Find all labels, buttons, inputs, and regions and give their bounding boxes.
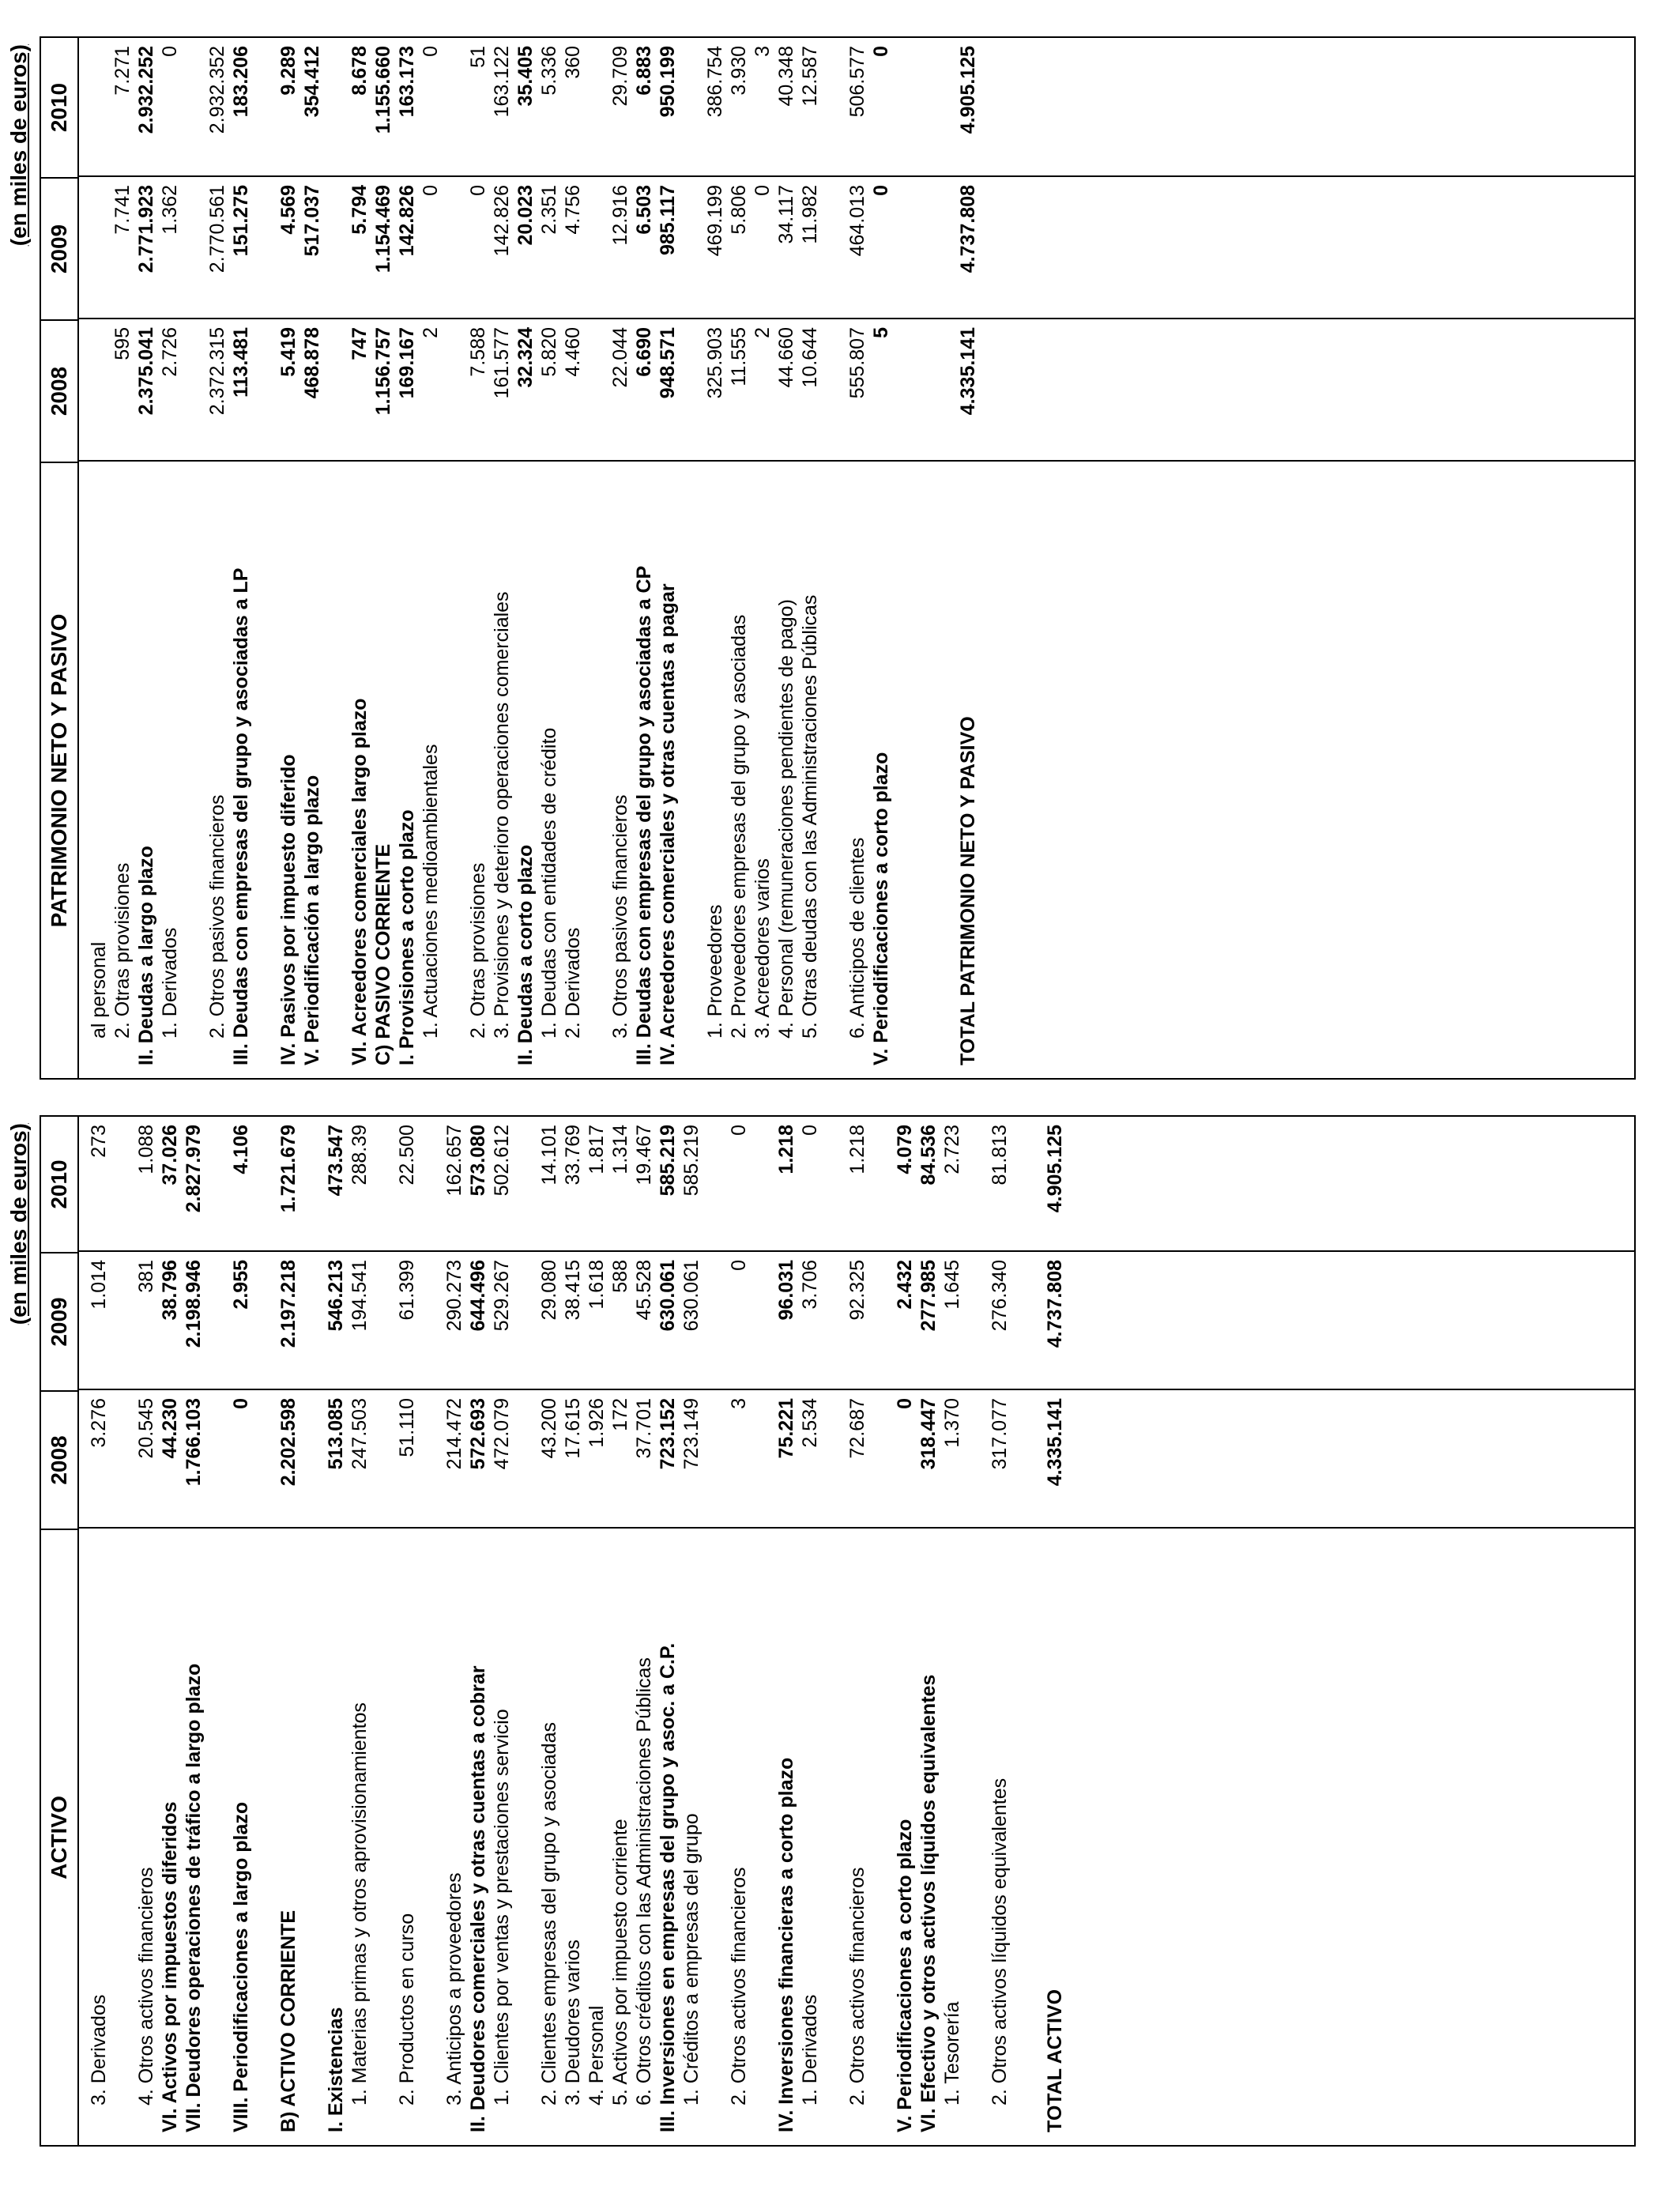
activo-table-row bbox=[1043, 1117, 1067, 2145]
pasivo-row-value-2008: 2.375.041 bbox=[135, 327, 157, 416]
pasivo-row-label: 2. Otras provisiones bbox=[111, 862, 134, 1039]
pasivo-header-2009: 2009 bbox=[41, 177, 77, 319]
activo-row-value-2008: 0 bbox=[894, 1398, 916, 1409]
activo-row-value-2010: 502.612 bbox=[491, 1125, 513, 1197]
pasivo-table-row bbox=[608, 38, 632, 1078]
pasivo-row-value-2008: 22.044 bbox=[609, 327, 631, 388]
pasivo-row-value-2009: 469.199 bbox=[704, 185, 726, 257]
pasivo-row-value-2009: 12.916 bbox=[609, 185, 631, 246]
pasivo-header-label: PATRIMONIO NETO Y PASIVO bbox=[41, 462, 77, 1078]
pasivo-row-value-2009: 5.794 bbox=[348, 185, 371, 235]
pasivo-row-label: 3. Provisiones y deterioro operaciones comerciales bbox=[491, 591, 513, 1039]
pasivo-header-2008: 2008 bbox=[41, 319, 77, 462]
pasivo-row-label: III. Deudas con empresas del grupo y asociadas a CP bbox=[633, 565, 655, 1065]
pasivo-row-value-2010: 5.336 bbox=[538, 46, 560, 96]
pasivo-table-row bbox=[632, 38, 656, 1078]
pasivo-row-value-2008: 747 bbox=[348, 327, 371, 360]
pasivo-row-value-2009: 151.275 bbox=[230, 185, 252, 257]
activo-table-row bbox=[846, 1117, 869, 2145]
pasivo-row-value-2009: 2.351 bbox=[538, 185, 560, 235]
activo-row-value-2010: 84.536 bbox=[917, 1125, 940, 1186]
activo-row-value-2009: 3.706 bbox=[799, 1260, 821, 1310]
pasivo-row-label: 2. Proveedores empresas del grupo y asociadas bbox=[728, 614, 750, 1039]
pasivo-row-value-2010: 506.577 bbox=[846, 46, 868, 118]
pasivo-row-value-2010: 163.173 bbox=[396, 46, 418, 118]
activo-row-value-2008: 72.687 bbox=[846, 1398, 868, 1459]
pasivo-row-value-2009: 11.982 bbox=[799, 185, 821, 244]
activo-row-value-2008: 3.276 bbox=[88, 1398, 110, 1448]
activo-row-label: I. Existencias bbox=[325, 2007, 347, 2132]
activo-table-row bbox=[774, 1117, 798, 2145]
activo-row-value-2009: 1.618 bbox=[586, 1260, 608, 1310]
pasivo-row-value-2008: 5.419 bbox=[277, 327, 299, 377]
activo-table-row bbox=[87, 1117, 111, 2145]
pasivo-row-label: 3. Otros pasivos financieros bbox=[609, 794, 631, 1039]
activo-row-value-2008: 2.534 bbox=[799, 1398, 821, 1448]
pasivo-row-value-2010 bbox=[87, 38, 111, 177]
pasivo-row-value-2009: 142.826 bbox=[491, 185, 513, 257]
pasivo-table-row bbox=[371, 38, 395, 1078]
activo-table-row bbox=[490, 1117, 514, 2145]
pasivo-row-value-2008: 2 bbox=[420, 327, 442, 338]
activo-row-value-2009: 546.213 bbox=[325, 1260, 347, 1332]
pasivo-table-row bbox=[205, 38, 229, 1078]
activo-row-value-2009: 381 bbox=[135, 1260, 157, 1293]
pasivo-row-label: 4. Personal (remuneraciones pendientes de pago) bbox=[775, 599, 797, 1039]
activo-row-value-2008: 513.085 bbox=[325, 1398, 347, 1470]
activo-row-value-2010: 2.827.979 bbox=[183, 1125, 205, 1213]
pasivo-table-row bbox=[774, 38, 798, 1078]
activo-row-value-2009: 2.432 bbox=[894, 1260, 916, 1310]
activo-row-value-2010: 81.813 bbox=[989, 1125, 1011, 1186]
pasivo-row-value-2008: 468.878 bbox=[301, 327, 323, 399]
activo-header-2008: 2008 bbox=[41, 1390, 77, 1529]
activo-row-value-2010: 0 bbox=[799, 1125, 821, 1136]
activo-row-value-2008: 1.370 bbox=[941, 1398, 963, 1448]
activo-table-row bbox=[656, 1117, 680, 2145]
pasivo-row-label: IV. Acreedores comerciales y otras cuentas a pagar bbox=[657, 583, 679, 1065]
pasivo-table-row bbox=[751, 38, 774, 1078]
pasivo-row-value-2010: 7.271 bbox=[111, 46, 134, 96]
activo-row-label: III. Inversiones en empresas del grupo y asoc. a C.P. bbox=[657, 1642, 679, 2132]
pasivo-row-value-2009: 20.023 bbox=[514, 185, 537, 246]
activo-row-label: 1. Clientes por ventas y prestaciones servicio bbox=[491, 1709, 513, 2105]
activo-table-row bbox=[348, 1117, 371, 2145]
activo-row-value-2009: 92.325 bbox=[846, 1260, 868, 1321]
activo-row-value-2009: 38.796 bbox=[159, 1260, 181, 1321]
activo-table-row bbox=[585, 1117, 608, 2145]
activo-table-row bbox=[443, 1117, 466, 2145]
activo-row-value-2009: 2.198.946 bbox=[183, 1260, 205, 1348]
activo-row-value-2009: 630.061 bbox=[680, 1260, 703, 1332]
activo-row-value-2010: 585.219 bbox=[680, 1125, 703, 1197]
pasivo-row-label: C) PASIVO CORRIENTE bbox=[372, 843, 394, 1065]
pasivo-table-row bbox=[561, 38, 585, 1078]
pasivo-row-value-2010: 9.289 bbox=[277, 46, 299, 96]
activo-row-value-2010: 1.817 bbox=[586, 1125, 608, 1174]
pasivo-row-label: al personal bbox=[88, 941, 110, 1039]
pasivo-row-value-2010: 3.930 bbox=[728, 46, 750, 96]
activo-header-2010: 2010 bbox=[47, 1159, 71, 1209]
activo-row-label: VII. Deudores operaciones de tráfico a largo plazo bbox=[183, 1663, 205, 2132]
activo-row-value-2008: 37.701 bbox=[633, 1398, 655, 1459]
activo-row-value-2009: 29.080 bbox=[538, 1260, 560, 1321]
pasivo-table-row bbox=[348, 38, 371, 1078]
pasivo-row-value-2009: 0 bbox=[870, 185, 892, 196]
activo-table-row bbox=[134, 1117, 158, 2145]
activo-row-value-2008: 247.503 bbox=[348, 1398, 371, 1470]
activo-row-label: 2. Otros activos financieros bbox=[846, 1867, 868, 2105]
pasivo-row-value-2008: 2 bbox=[751, 327, 774, 338]
activo-row-label: 2. Productos en curso bbox=[396, 1913, 418, 2105]
pasivo-row-value-2008: 6.690 bbox=[633, 327, 655, 377]
activo-row-value-2009: 0 bbox=[728, 1260, 750, 1271]
pasivo-row-label: 2. Otros pasivos financieros bbox=[206, 794, 228, 1039]
activo-row-value-2010: 2.723 bbox=[941, 1125, 963, 1174]
pasivo-row-value-2009: 2.771.923 bbox=[135, 185, 157, 273]
activo-row-label: 2. Otros activos financieros bbox=[728, 1867, 750, 2105]
activo-row-label: V. Periodificaciones a corto plazo bbox=[894, 1819, 916, 2132]
activo-row-value-2010: 33.769 bbox=[562, 1125, 584, 1186]
pasivo-row-value-2010: 4.905.125 bbox=[957, 46, 979, 134]
activo-row-value-2008: 472.079 bbox=[491, 1398, 513, 1470]
pasivo-row-value-2009: 1.154.469 bbox=[372, 185, 394, 273]
activo-row-value-2009: 96.031 bbox=[775, 1260, 797, 1321]
activo-row-value-2009: 276.340 bbox=[989, 1260, 1011, 1332]
pasivo-row-value-2009: 34.117 bbox=[775, 185, 797, 244]
pasivo-row-value-2008: 161.577 bbox=[491, 327, 513, 399]
activo-row-value-2010: 1.721.679 bbox=[277, 1125, 299, 1213]
activo-header-label: ACTIVO bbox=[41, 1529, 77, 2145]
pasivo-row-value-2008: 11.555 bbox=[728, 327, 750, 386]
pasivo-row-label: 1. Deudas con entidades de crédito bbox=[538, 727, 560, 1039]
pasivo-row-value-2010: 2.932.352 bbox=[206, 46, 228, 134]
activo-row-label: II. Deudores comerciales y otras cuentas a cobrar bbox=[467, 1665, 489, 2132]
activo-row-value-2009: 588 bbox=[609, 1260, 631, 1293]
pasivo-table-row bbox=[158, 38, 182, 1078]
activo-row-value-2009: 529.267 bbox=[491, 1260, 513, 1332]
activo-row-value-2008: 723.149 bbox=[680, 1398, 703, 1470]
activo-row-value-2010: 22.500 bbox=[396, 1125, 418, 1186]
pasivo-row-value-2010: 0 bbox=[420, 46, 442, 57]
activo-table-row bbox=[988, 1117, 1011, 2145]
activo-row-value-2009: 290.273 bbox=[443, 1260, 465, 1332]
pasivo-row-value-2008: 325.903 bbox=[704, 327, 726, 399]
activo-row-label: 2. Clientes empresas del grupo y asociadas bbox=[538, 1722, 560, 2105]
activo-row-value-2010: 1.218 bbox=[846, 1125, 868, 1174]
pasivo-row-value-2009 bbox=[87, 177, 111, 319]
pasivo-table-row bbox=[727, 38, 751, 1078]
pasivo-row-value-2010: 386.754 bbox=[704, 46, 726, 118]
pasivo-row-value-2008: 7.588 bbox=[467, 327, 489, 377]
pasivo-row-label: 1. Proveedores bbox=[704, 904, 726, 1039]
activo-row-value-2008: 172 bbox=[609, 1398, 631, 1431]
activo-row-label: 5. Activos por impuesto corriente bbox=[609, 1819, 631, 2105]
pasivo-row-label: 3. Acreedores varios bbox=[751, 858, 774, 1039]
pasivo-row-value-2008: 10.644 bbox=[799, 327, 821, 388]
activo-row-label: 1. Derivados bbox=[799, 1994, 821, 2105]
pasivo-row-label: 5. Otras deudas con las Administraciones Públicas bbox=[799, 594, 821, 1039]
pasivo-row-value-2008: 5.820 bbox=[538, 327, 560, 377]
pasivo-row-value-2009: 142.826 bbox=[396, 185, 418, 257]
activo-row-value-2008: 2.202.598 bbox=[277, 1398, 299, 1487]
pasivo-row-value-2008: 2.372.315 bbox=[206, 327, 228, 416]
activo-row-value-2008: 214.472 bbox=[443, 1398, 465, 1470]
activo-table-row bbox=[466, 1117, 490, 2145]
pasivo-row-label: II. Deudas a largo plazo bbox=[135, 846, 157, 1065]
pasivo-row-value-2008: 595 bbox=[111, 327, 134, 360]
activo-table-row bbox=[632, 1117, 656, 2145]
activo-units-label: (en miles de euros) bbox=[6, 1123, 31, 1325]
pasivo-row-value-2010: 8.678 bbox=[348, 46, 371, 96]
activo-row-value-2010: 585.219 bbox=[657, 1125, 679, 1197]
pasivo-units-label: (en miles de euros) bbox=[6, 44, 31, 247]
activo-table-row bbox=[395, 1117, 419, 2145]
pasivo-row-label: IV. Pasivos por impuesto diferido bbox=[277, 754, 299, 1065]
activo-row-value-2009: 38.415 bbox=[562, 1260, 584, 1321]
pasivo-table-row bbox=[134, 38, 158, 1078]
pasivo-row-value-2010: 950.199 bbox=[657, 46, 679, 118]
pasivo-row-value-2009: 7.741 bbox=[111, 185, 134, 235]
activo-row-value-2010: 288.39 bbox=[348, 1125, 371, 1186]
pasivo-row-value-2008: 2.726 bbox=[159, 327, 181, 377]
pasivo-header-2010: 2010 bbox=[47, 82, 71, 133]
pasivo-row-value-2008: 948.571 bbox=[657, 327, 679, 399]
activo-row-label: 2. Otros activos líquidos equivalentes bbox=[989, 1777, 1011, 2105]
activo-row-value-2010: 14.101 bbox=[538, 1125, 560, 1186]
activo-row-value-2009: 630.061 bbox=[657, 1260, 679, 1332]
activo-row-label: VIII. Periodificaciones a largo plazo bbox=[230, 1801, 252, 2132]
pasivo-row-value-2010: 0 bbox=[870, 46, 892, 57]
activo-row-value-2008: 572.693 bbox=[467, 1398, 489, 1470]
activo-row-value-2008: 318.447 bbox=[917, 1398, 940, 1470]
activo-row-label: 3. Derivados bbox=[88, 1994, 110, 2105]
pasivo-row-label: TOTAL PATRIMONIO NETO Y PASIVO bbox=[957, 716, 979, 1065]
activo-row-label: 4. Otros activos financieros bbox=[135, 1867, 157, 2105]
activo-table-row bbox=[229, 1117, 253, 2145]
activo-row-value-2010: 19.467 bbox=[633, 1125, 655, 1186]
activo-row-value-2008: 1.766.103 bbox=[183, 1398, 205, 1487]
pasivo-row-label: 2. Otras provisiones bbox=[467, 862, 489, 1039]
pasivo-row-value-2008: 32.324 bbox=[514, 327, 537, 388]
pasivo-row-value-2009: 0 bbox=[420, 185, 442, 196]
activo-row-value-2010: 1.314 bbox=[609, 1125, 631, 1174]
pasivo-table-row bbox=[869, 38, 893, 1078]
pasivo-table bbox=[6, 36, 1636, 1080]
activo-row-label: 6. Otros créditos con las Administraciones Públicas bbox=[633, 1657, 655, 2105]
pasivo-row-value-2010: 6.883 bbox=[633, 46, 655, 96]
pasivo-table-row bbox=[87, 38, 111, 1078]
activo-row-value-2009: 4.737.808 bbox=[1044, 1260, 1066, 1348]
activo-row-value-2008: 43.200 bbox=[538, 1398, 560, 1459]
activo-row-label: 1. Créditos a empresas del grupo bbox=[680, 1813, 703, 2105]
pasivo-table-row bbox=[300, 38, 324, 1078]
activo-table-row bbox=[561, 1117, 585, 2145]
pasivo-rows bbox=[87, 38, 980, 1078]
activo-row-value-2008: 17.615 bbox=[562, 1398, 584, 1459]
activo-row-value-2008: 1.926 bbox=[586, 1398, 608, 1448]
pasivo-row-value-2009: 0 bbox=[751, 185, 774, 196]
activo-table-row bbox=[798, 1117, 822, 2145]
pasivo-row-label: II. Deudas a corto plazo bbox=[514, 844, 537, 1065]
activo-rows bbox=[87, 1117, 1067, 2145]
pasivo-row-value-2010: 35.405 bbox=[514, 46, 537, 107]
activo-row-label: VI. Activos por impuestos diferidos bbox=[159, 1801, 181, 2132]
activo-row-value-2010: 37.026 bbox=[159, 1125, 181, 1186]
activo-row-value-2008: 44.230 bbox=[159, 1398, 181, 1459]
pasivo-row-value-2009: 4.756 bbox=[562, 185, 584, 235]
pasivo-row-value-2010: 354.412 bbox=[301, 46, 323, 118]
activo-row-value-2009: 644.496 bbox=[467, 1260, 489, 1332]
activo-table-row bbox=[182, 1117, 205, 2145]
activo-row-label: 3. Anticipos a proveedores bbox=[443, 1872, 465, 2105]
activo-row-value-2008: 75.221 bbox=[775, 1398, 797, 1459]
pasivo-row-value-2008: 1.156.757 bbox=[372, 327, 394, 416]
activo-row-value-2010: 4.079 bbox=[894, 1125, 916, 1174]
pasivo-table-row bbox=[490, 38, 514, 1078]
activo-row-value-2008: 723.152 bbox=[657, 1398, 679, 1470]
activo-row-value-2010: 1.218 bbox=[775, 1125, 797, 1174]
pasivo-row-label: 6. Anticipos de clientes bbox=[846, 837, 868, 1039]
activo-row-value-2010: 573.080 bbox=[467, 1125, 489, 1197]
pasivo-row-label: VI. Acreedores comerciales largo plazo bbox=[348, 698, 371, 1065]
pasivo-row-value-2010: 40.348 bbox=[775, 46, 797, 107]
pasivo-row-value-2009: 985.117 bbox=[657, 185, 679, 255]
activo-row-value-2008: 317.077 bbox=[989, 1398, 1011, 1470]
activo-row-value-2009: 194.541 bbox=[348, 1260, 371, 1332]
pasivo-table-row bbox=[111, 38, 134, 1078]
pasivo-row-value-2008: 5 bbox=[870, 327, 892, 338]
pasivo-table-row bbox=[537, 38, 561, 1078]
pasivo-row-value-2009: 464.013 bbox=[846, 185, 868, 257]
pasivo-row-value-2008: 169.167 bbox=[396, 327, 418, 399]
pasivo-row-value-2008: 44.660 bbox=[775, 327, 797, 388]
pasivo-table-row bbox=[846, 38, 869, 1078]
activo-table-row bbox=[324, 1117, 348, 2145]
pasivo-row-value-2009: 4.569 bbox=[277, 185, 299, 235]
activo-table-row bbox=[158, 1117, 182, 2145]
pasivo-row-label: III. Deudas con empresas del grupo y asociadas a LP bbox=[230, 567, 252, 1065]
activo-row-value-2010: 4.106 bbox=[230, 1125, 252, 1174]
pasivo-row-value-2009: 6.503 bbox=[633, 185, 655, 235]
activo-table-row bbox=[893, 1117, 917, 2145]
pasivo-row-label: V. Periodificaciones a corto plazo bbox=[870, 752, 892, 1065]
pasivo-row-value-2010: 2.932.252 bbox=[135, 46, 157, 134]
pasivo-row-value-2008: 555.807 bbox=[846, 327, 868, 399]
activo-row-label: 3. Deudores varios bbox=[562, 1940, 584, 2105]
activo-row-label: 4. Personal bbox=[586, 2005, 608, 2105]
pasivo-row-label: 1. Actuaciones medioambientales bbox=[420, 744, 442, 1039]
pasivo-table-row bbox=[466, 38, 490, 1078]
activo-table-row bbox=[277, 1117, 300, 2145]
activo-header-row bbox=[41, 1117, 79, 2145]
pasivo-row-value-2010: 163.122 bbox=[491, 46, 513, 118]
pasivo-row-value-2010: 12.587 bbox=[799, 46, 821, 107]
activo-table bbox=[6, 1115, 1636, 2147]
activo-row-value-2009: 1.014 bbox=[88, 1260, 110, 1310]
activo-row-label: B) ACTIVO CORRIENTE bbox=[277, 1909, 299, 2132]
activo-row-value-2008: 20.545 bbox=[135, 1398, 157, 1459]
pasivo-row-value-2010: 1.155.660 bbox=[372, 46, 394, 134]
pasivo-row-value-2009: 2.770.561 bbox=[206, 185, 228, 273]
activo-table-row bbox=[727, 1117, 751, 2145]
activo-row-value-2009: 277.985 bbox=[917, 1260, 940, 1332]
pasivo-row-value-2008: 4.335.141 bbox=[957, 327, 979, 416]
activo-row-value-2008: 51.110 bbox=[396, 1398, 418, 1457]
activo-row-value-2009: 2.955 bbox=[230, 1260, 252, 1310]
activo-row-label: TOTAL ACTIVO bbox=[1044, 1989, 1066, 2132]
activo-header-2009: 2009 bbox=[41, 1252, 77, 1390]
activo-table-row bbox=[608, 1117, 632, 2145]
activo-table-row bbox=[917, 1117, 940, 2145]
activo-table-row bbox=[680, 1117, 703, 2145]
activo-row-value-2009: 45.528 bbox=[633, 1260, 655, 1321]
pasivo-row-value-2008: 113.481 bbox=[230, 327, 252, 398]
activo-row-value-2010: 162.657 bbox=[443, 1125, 465, 1197]
activo-row-value-2008: 4.335.141 bbox=[1044, 1398, 1066, 1487]
pasivo-row-label: 2. Derivados bbox=[562, 927, 584, 1039]
activo-row-label: 1. Materias primas y otros aprovisionamientos bbox=[348, 1702, 371, 2105]
pasivo-row-label: V. Periodificación a largo plazo bbox=[301, 775, 323, 1065]
activo-row-value-2009: 2.197.218 bbox=[277, 1260, 299, 1348]
activo-row-label: 1. Tesorería bbox=[941, 2001, 963, 2105]
activo-row-value-2008: 0 bbox=[230, 1398, 252, 1409]
pasivo-row-value-2008 bbox=[87, 319, 111, 462]
pasivo-table-row bbox=[798, 38, 822, 1078]
activo-row-value-2010: 473.547 bbox=[325, 1125, 347, 1197]
pasivo-table-row bbox=[656, 38, 680, 1078]
pasivo-table-row bbox=[956, 38, 980, 1078]
activo-row-value-2008: 3 bbox=[728, 1398, 750, 1409]
activo-row-value-2010: 4.905.125 bbox=[1044, 1125, 1066, 1213]
activo-row-label: VI. Efectivo y otros activos líquidos equivalentes bbox=[917, 1674, 940, 2132]
pasivo-row-value-2009: 5.806 bbox=[728, 185, 750, 235]
pasivo-row-value-2009: 1.362 bbox=[159, 185, 181, 235]
pasivo-row-value-2010: 51 bbox=[467, 46, 489, 68]
pasivo-table-row bbox=[277, 38, 300, 1078]
pasivo-row-value-2009: 0 bbox=[467, 185, 489, 196]
pasivo-table-row bbox=[703, 38, 727, 1078]
activo-row-value-2010: 0 bbox=[728, 1125, 750, 1136]
activo-table-row bbox=[537, 1117, 561, 2145]
activo-row-value-2010: 1.088 bbox=[135, 1125, 157, 1174]
activo-table-row bbox=[940, 1117, 964, 2145]
pasivo-table-row bbox=[419, 38, 443, 1078]
pasivo-table-row bbox=[395, 38, 419, 1078]
pasivo-row-value-2010: 3 bbox=[751, 46, 774, 57]
pasivo-header-row bbox=[41, 38, 79, 1078]
pasivo-row-label: I. Provisiones a corto plazo bbox=[396, 809, 418, 1065]
pasivo-row-label: 1. Derivados bbox=[159, 927, 181, 1039]
activo-row-label: IV. Inversiones financieras a corto plazo bbox=[775, 1757, 797, 2132]
pasivo-table-row bbox=[514, 38, 537, 1078]
pasivo-row-value-2010: 0 bbox=[159, 46, 181, 57]
pasivo-row-value-2009: 4.737.808 bbox=[957, 185, 979, 273]
pasivo-table-row bbox=[229, 38, 253, 1078]
activo-row-value-2010: 273 bbox=[88, 1125, 110, 1158]
pasivo-row-value-2009: 517.037 bbox=[301, 185, 323, 257]
activo-row-value-2009: 1.645 bbox=[941, 1260, 963, 1310]
pasivo-row-value-2010: 29.709 bbox=[609, 46, 631, 107]
pasivo-row-value-2008: 4.460 bbox=[562, 327, 584, 377]
pasivo-row-value-2010: 360 bbox=[562, 46, 584, 79]
activo-row-value-2009: 61.399 bbox=[396, 1260, 418, 1321]
pasivo-row-value-2010: 183.206 bbox=[230, 46, 252, 118]
